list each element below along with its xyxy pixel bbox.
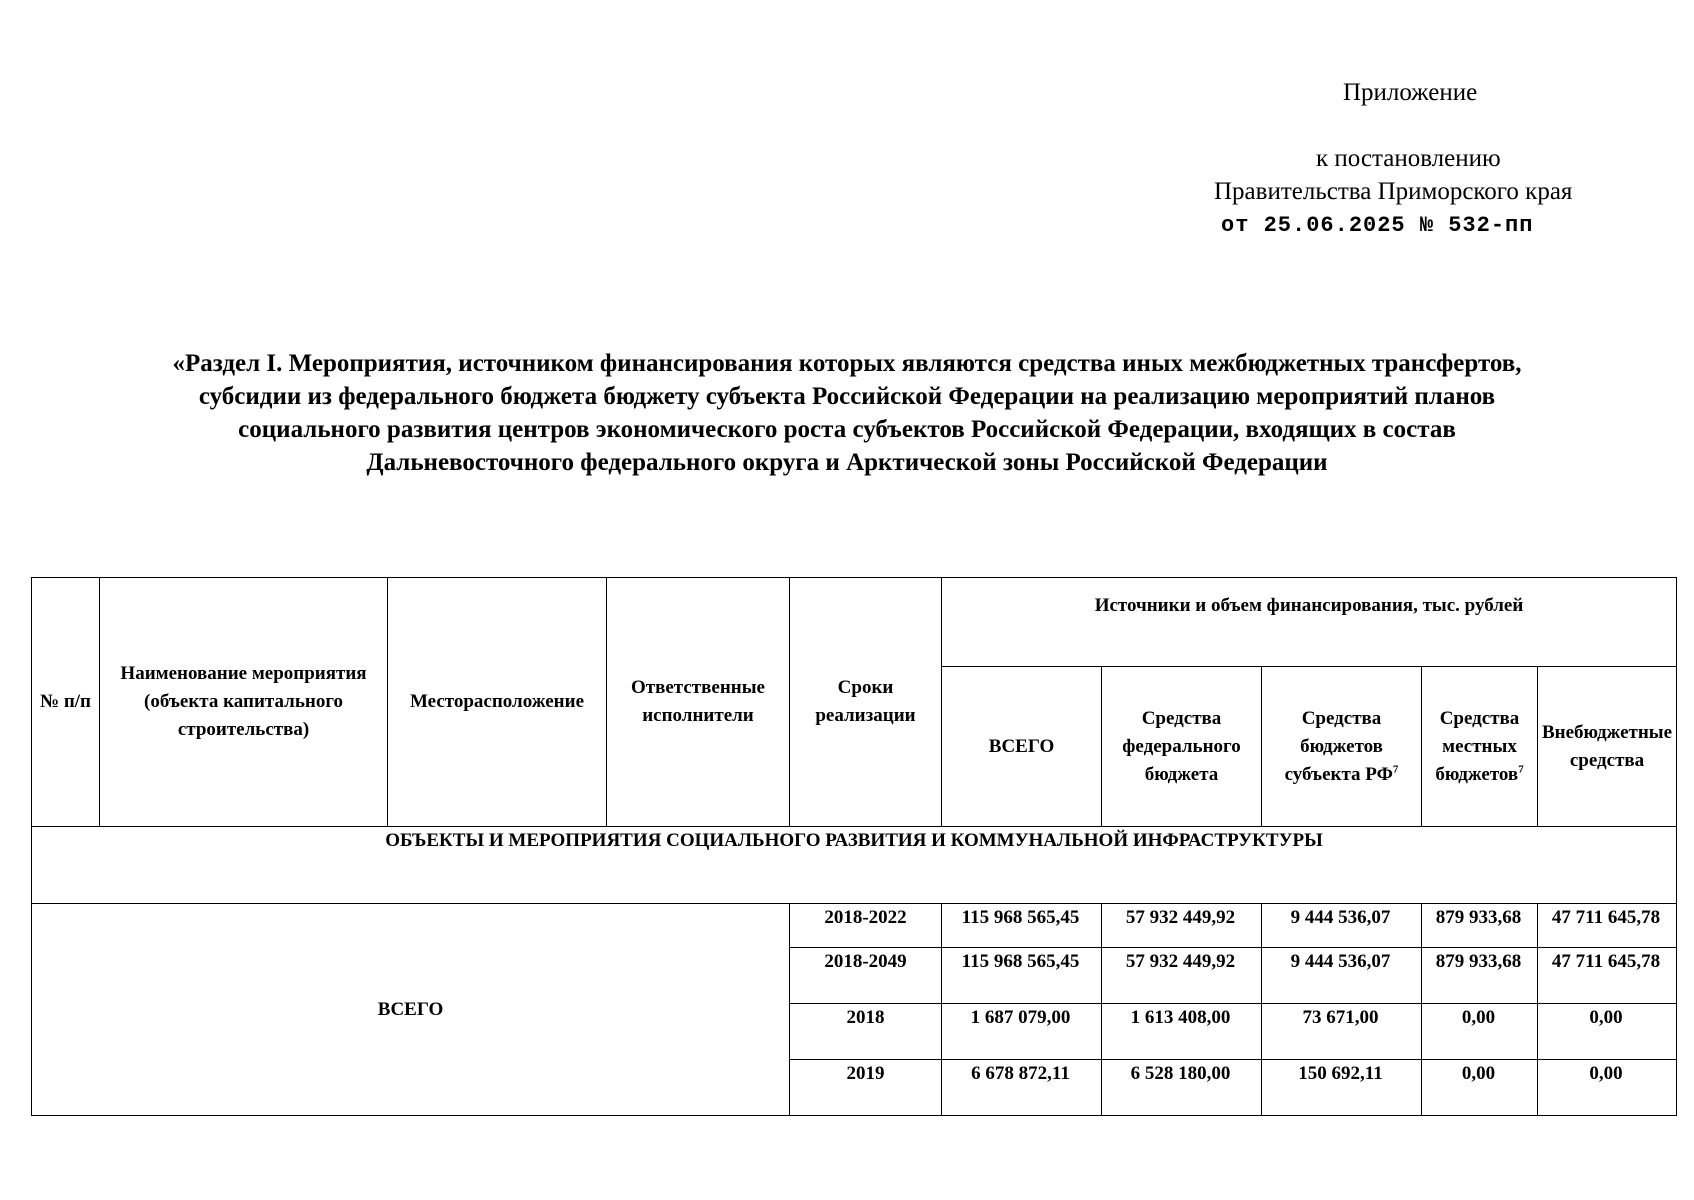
header-local-label: Средства местных бюджетов	[1435, 707, 1520, 785]
cell-extra: 0,00	[1538, 1060, 1677, 1116]
cell-federal: 6 528 180,00	[1102, 1060, 1262, 1116]
cell-subject: 9 444 536,07	[1262, 948, 1422, 1004]
cell-period: 2019	[790, 1060, 942, 1116]
header-name: Наименование мероприятия (объекта капитального строительства)	[100, 578, 388, 827]
header-num: № п/п	[32, 578, 100, 827]
section-title-line: Дальневосточного федерального округа и Арктической зоны Российской Федерации	[366, 449, 1328, 476]
header-subject-footnote: 7	[1392, 763, 1399, 776]
header-subject	[1262, 667, 1422, 827]
section-title-line: субсидии из федерального бюджета бюджету субъекта Российской Федерации на реализацию мероприятий планов	[198, 383, 1496, 410]
cell-subject: 73 671,00	[1262, 1004, 1422, 1060]
cell-local: 0,00	[1422, 1060, 1538, 1116]
cell-extra: 47 711 645,78	[1538, 904, 1677, 948]
cell-total: 115 968 565,45	[942, 948, 1102, 1004]
cell-period: 2018-2049	[790, 948, 942, 1004]
cell-total: 1 687 079,00	[942, 1004, 1102, 1060]
financing-table	[31, 577, 1677, 1116]
header-local-footnote: 7	[1518, 763, 1524, 776]
header-location: Месторасположение	[388, 578, 607, 827]
section-title-line: социального развития центров экономического роста субъектов Российской Федерации, входящих в состав	[238, 416, 1456, 443]
total-label: ВСЕГО	[32, 904, 790, 1116]
header-responsible: Ответственные исполнители	[607, 578, 790, 827]
cell-period: 2018-2022	[790, 904, 942, 948]
category-row: ОБЪЕКТЫ И МЕРОПРИЯТИЯ СОЦИАЛЬНОГО РАЗВИТИЯ И КОММУНАЛЬНОЙ ИНФРАСТРУКТУРЫ	[32, 827, 1677, 904]
header-subject-label: Средства бюджетов субъекта РФ	[1284, 707, 1393, 785]
cell-local: 879 933,68	[1422, 948, 1538, 1004]
section-title	[40, 347, 1654, 479]
cell-period: 2018	[790, 1004, 942, 1060]
cell-federal: 57 932 449,92	[1102, 904, 1262, 948]
cell-total: 115 968 565,45	[942, 904, 1102, 948]
cell-local: 0,00	[1422, 1004, 1538, 1060]
appendix-title: Приложение	[1343, 79, 1478, 106]
header-extrabudget: Внебюджетные средства	[1538, 667, 1677, 827]
cell-total: 6 678 872,11	[942, 1060, 1102, 1116]
header-federal: Средства федерального бюджета	[1102, 667, 1262, 827]
appendix-to-resolution: к постановлению	[1316, 145, 1501, 172]
appendix-date-number: от 25.06.2025 № 532-пп	[1221, 213, 1534, 238]
table-row	[32, 904, 1677, 948]
cell-extra: 47 711 645,78	[1538, 948, 1677, 1004]
header-local	[1422, 667, 1538, 827]
section-title-line: «Раздел I. Мероприятия, источником финансирования которых являются средства иных межбюджетных трансфертов,	[172, 350, 1522, 377]
cell-subject: 150 692,11	[1262, 1060, 1422, 1116]
cell-federal: 1 613 408,00	[1102, 1004, 1262, 1060]
cell-local: 879 933,68	[1422, 904, 1538, 948]
header-sources: Источники и объем финансирования, тыс. рублей	[942, 578, 1677, 667]
header-terms: Сроки реализации	[790, 578, 942, 827]
cell-extra: 0,00	[1538, 1004, 1677, 1060]
appendix-government: Правительства Приморского края	[1214, 178, 1573, 205]
cell-subject: 9 444 536,07	[1262, 904, 1422, 948]
cell-federal: 57 932 449,92	[1102, 948, 1262, 1004]
header-total: ВСЕГО	[942, 667, 1102, 827]
